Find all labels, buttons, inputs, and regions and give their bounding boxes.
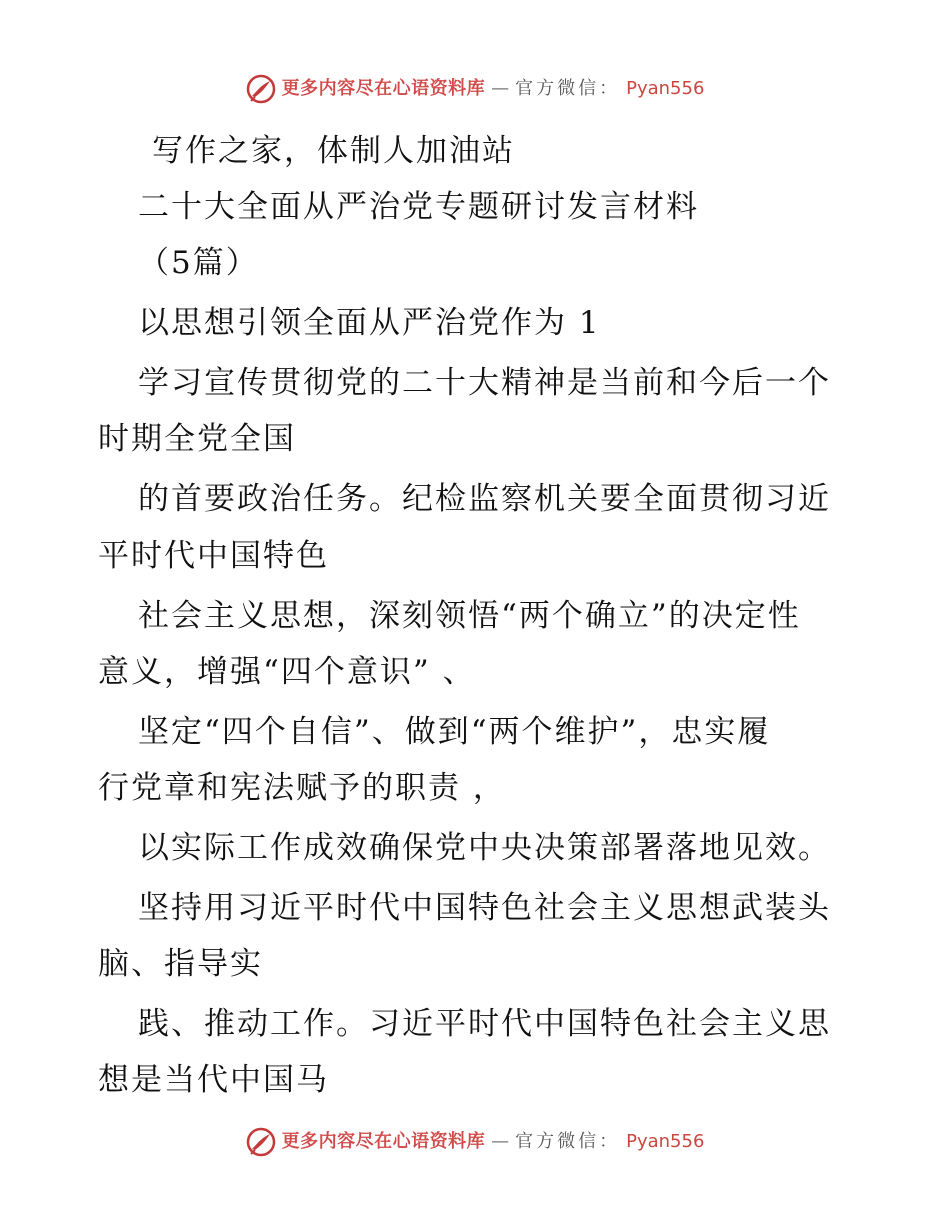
document-line: 意义，增强“四个意识” 、 [98,654,476,690]
watermark-label: 官方微信： [515,1131,621,1152]
document-title: 二十大全面从严治党专题研讨发言材料 [138,189,699,225]
document-line: （5篇） [138,245,259,281]
watermark-main-text: 更多内容尽在心语资料库 [281,78,486,99]
document-line: 坚定“四个自信”、做到“两个维护”，忠实履 [138,714,771,750]
document-line: 坚持用习近平时代中国特色社会主义思想武装头 [138,890,831,926]
watermark-separator: — [491,1131,510,1152]
document-line: 行党章和宪法赋予的职责 ， [98,770,506,806]
watermark-id: Pyan556 [626,1131,705,1152]
document-line: 想是当代中国马 [98,1062,329,1098]
document-line: 以实际工作成效确保党中央决策部署落地见效。 [138,830,831,866]
document-line: 的首要政治任务。纪检监察机关要全面贯彻习近 [138,481,831,517]
document-line: 时期全党全国 [98,421,296,457]
watermark-label: 官方微信： [515,78,621,99]
header-watermark [0,74,950,104]
feather-logo-icon [246,74,276,104]
section-heading: 以思想引领全面从严治党作为 1 [138,305,601,341]
document-line: 学习宣传贯彻党的二十大精神是当前和今后一个 [138,365,831,401]
footer-watermark [0,1127,950,1157]
watermark-main-text: 更多内容尽在心语资料库 [281,1131,486,1152]
watermark-separator: — [491,78,510,99]
document-line: 脑、指导实 [98,946,263,982]
document-line: 社会主义思想，深刻领悟“两个确立”的决定性 [138,598,801,634]
feather-logo-icon [246,1127,276,1157]
watermark-id: Pyan556 [626,78,705,99]
document-line: 写作之家，体制人加油站 [152,133,515,169]
document-line: 践、推动工作。习近平时代中国特色社会主义思 [138,1006,831,1042]
document-line: 平时代中国特色 [98,538,329,574]
